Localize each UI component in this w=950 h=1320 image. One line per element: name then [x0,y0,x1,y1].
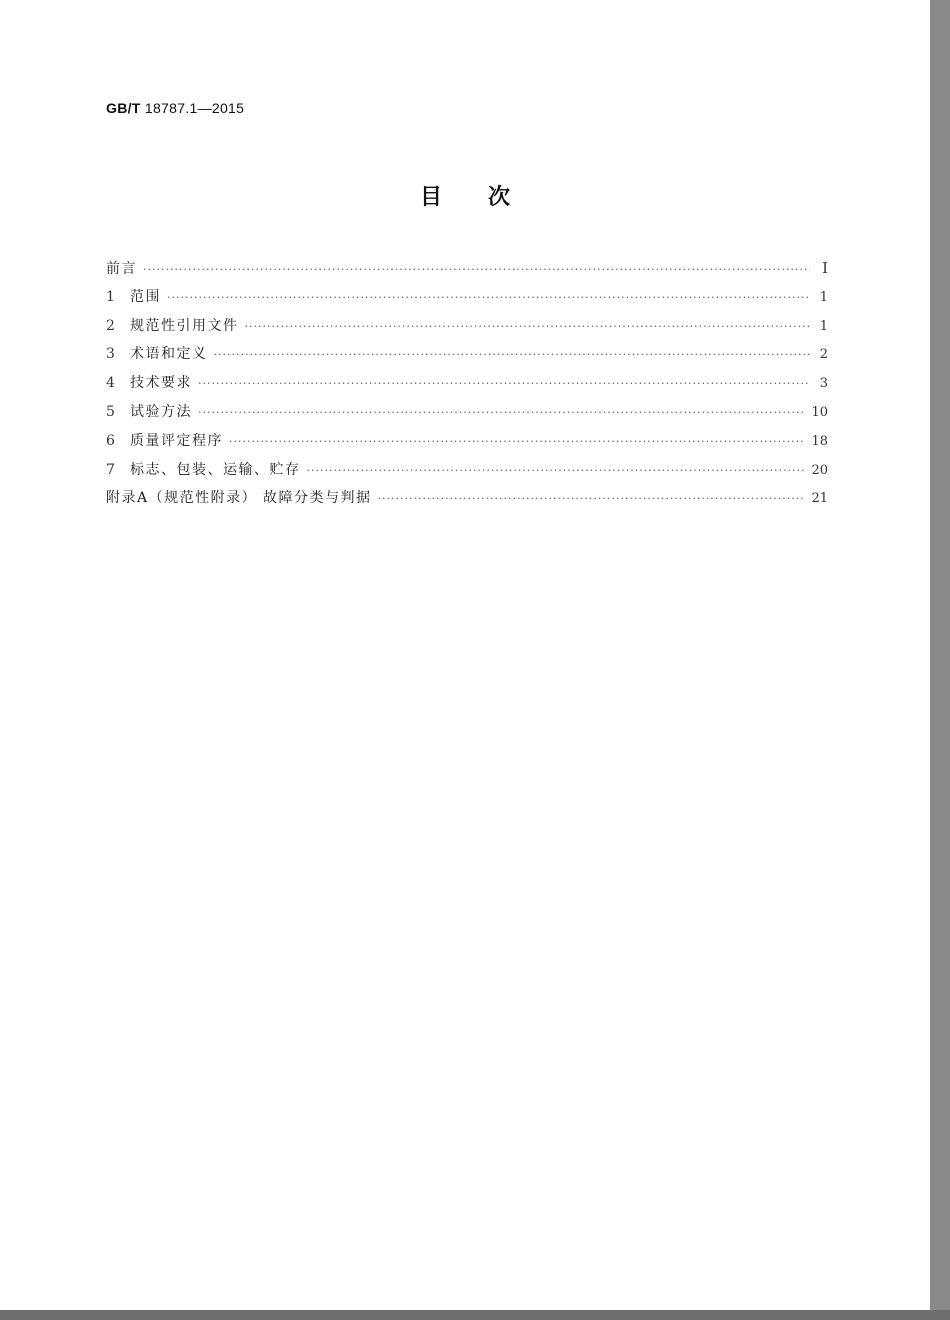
toc-entry-number: 2 [106,317,115,334]
toc-entry-page: 3 [819,376,828,392]
scan-edge-bottom [0,1310,950,1320]
toc-leader-dots [198,374,810,394]
toc-entry-page: 21 [811,491,828,507]
standard-code [106,100,244,116]
toc-entry-number: 6 [106,432,115,449]
toc-leader-dots [229,432,805,452]
toc-leader-dots [214,345,811,365]
toc-entry-annex-a[interactable] [106,488,828,517]
table-of-contents [106,258,828,517]
toc-entry-quality-assessment[interactable] [106,431,828,460]
toc-leader-dots [307,461,806,481]
toc-leader-dots [167,288,810,308]
toc-entry-label: 术语和定义 [130,346,208,363]
toc-entry-page: Ⅰ [822,259,828,277]
toc-entry-terms-definitions[interactable] [106,344,828,373]
toc-entry-page: 1 [819,289,828,305]
toc-entry-marking-packaging[interactable] [106,460,828,489]
toc-entry-number: 1 [106,288,115,305]
toc-entry-number: 7 [106,461,115,478]
toc-entry-label: 试验方法 [130,403,192,420]
toc-entry-page: 1 [819,318,828,334]
toc-entry-normative-references[interactable] [106,316,828,345]
toc-leader-dots [143,260,810,280]
toc-entry-number: 4 [106,375,115,392]
toc-entry-label: 标志、包装、运输、贮存 [130,461,301,478]
toc-entry-foreword[interactable] [106,258,828,287]
toc-entry-page: 2 [819,347,828,363]
toc-entry-label: 前言 [106,261,137,277]
toc-entry-page: 18 [811,433,828,449]
toc-entry-label: 附录A（规范性附录） 故障分类与判据 [106,490,372,507]
toc-leader-dots [378,489,806,509]
toc-entry-number: 5 [106,403,115,420]
toc-entry-number: 3 [106,346,115,363]
toc-entry-technical-requirements[interactable] [106,373,828,402]
toc-entry-label: 质量评定程序 [130,432,223,449]
standard-number: 18787.1—2015 [144,100,245,116]
toc-entry-page: 20 [811,462,828,478]
page-title: 目次 [419,185,556,210]
toc-entry-scope[interactable] [106,287,828,316]
toc-leader-dots [198,403,805,423]
toc-entry-label: 技术要求 [130,375,192,392]
toc-entry-page: 10 [811,404,828,420]
standard-prefix: GB/T [106,100,141,116]
toc-entry-label: 范围 [130,288,161,305]
scan-edge-right [930,0,950,1320]
toc-leader-dots [245,317,811,337]
toc-entry-test-methods[interactable] [106,402,828,431]
toc-entry-label: 规范性引用文件 [130,317,239,334]
